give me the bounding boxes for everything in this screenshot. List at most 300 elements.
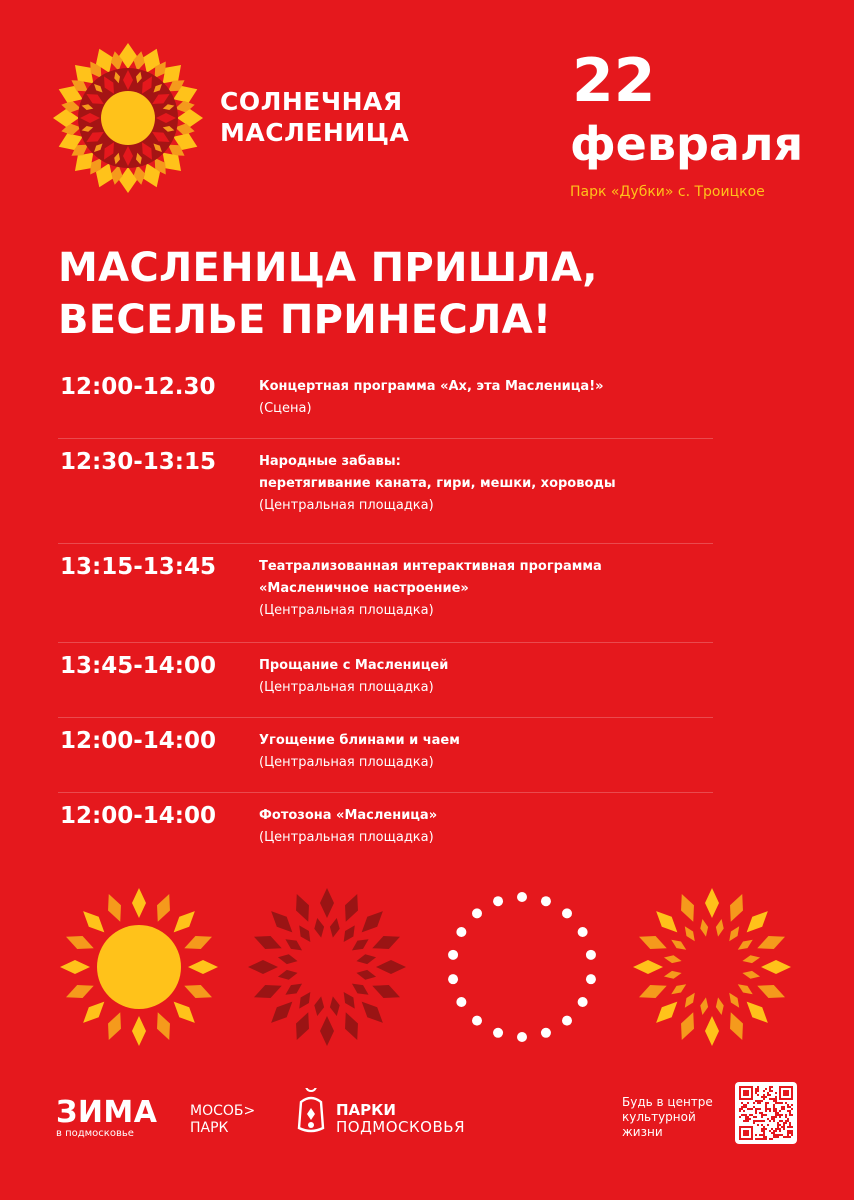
- qr-module: [765, 1088, 767, 1090]
- qr-module: [775, 1134, 777, 1136]
- dark-red-sun-ray: [251, 979, 284, 1003]
- qr-module: [753, 1106, 755, 1108]
- qr-module: [755, 1090, 757, 1092]
- orange-sun-inner-ray: [663, 969, 682, 980]
- qr-module: [791, 1126, 793, 1128]
- dark-red-sun-ray: [320, 888, 334, 918]
- yellow-sun-icon: [54, 882, 224, 1052]
- qr-module: [769, 1094, 771, 1096]
- qr-module: [773, 1098, 775, 1100]
- qr-module: [769, 1086, 771, 1088]
- schedule-place: (Центральная площадка): [259, 755, 434, 770]
- qr-module: [745, 1114, 747, 1116]
- qr-module: [771, 1090, 773, 1092]
- yellow-sun-ray: [78, 906, 109, 937]
- qr-module: [763, 1090, 765, 1092]
- qr-module: [741, 1108, 743, 1110]
- orange-sun-inner-ray: [681, 924, 698, 943]
- qr-module: [769, 1088, 771, 1090]
- orange-sun-ray: [675, 1010, 699, 1043]
- white-dot: [448, 950, 458, 960]
- qr-module: [779, 1110, 781, 1112]
- qr-module: [763, 1134, 765, 1136]
- qr-module: [777, 1122, 779, 1124]
- qr-module: [775, 1102, 777, 1104]
- qr-finder-core: [743, 1090, 749, 1096]
- qr-module: [789, 1106, 791, 1108]
- parki-line-2: ПОДМОСКОВЬЯ: [336, 1118, 465, 1136]
- dark-red-sun-inner-ray: [277, 952, 299, 966]
- orange-sun-ray: [755, 930, 788, 954]
- dark-red-sun-ray: [266, 997, 297, 1028]
- qr-module: [749, 1114, 751, 1116]
- schedule-row: [58, 643, 713, 718]
- qr-module: [751, 1114, 753, 1116]
- schedule-row: [58, 793, 713, 867]
- schedule-place: (Сцена): [259, 401, 312, 416]
- qr-module: [777, 1102, 779, 1104]
- qr-module: [767, 1092, 769, 1094]
- qr-module: [763, 1120, 765, 1122]
- orange-sun-ray: [705, 1016, 719, 1046]
- qr-module: [773, 1116, 775, 1118]
- qr-module: [767, 1124, 769, 1126]
- qr-module: [755, 1092, 757, 1094]
- qr-code-icon[interactable]: [735, 1082, 797, 1144]
- headline-line-2: ВЕСЕЛЬЕ ПРИНЕСЛА!: [58, 297, 552, 343]
- orange-sun-rays: [633, 888, 791, 1046]
- schedule-title: перетягивание каната, гири, мешки, хороводы: [259, 476, 616, 491]
- dark-red-sun-ray: [357, 997, 388, 1028]
- white-dot: [562, 908, 572, 918]
- qr-module: [787, 1110, 789, 1112]
- qr-module: [783, 1128, 785, 1130]
- white-dot: [578, 997, 588, 1007]
- orange-sun-ray: [761, 960, 791, 974]
- dark-red-sun-inner-ray: [340, 989, 359, 1011]
- qr-module: [757, 1090, 759, 1092]
- qr-module: [773, 1132, 775, 1134]
- qr-module: [771, 1118, 773, 1120]
- logo-line-2: МАСЛЕНИЦА: [220, 118, 410, 147]
- qr-module: [785, 1114, 787, 1116]
- qr-module: [789, 1122, 791, 1124]
- qr-module: [779, 1120, 781, 1122]
- white-dot: [578, 927, 588, 937]
- qr-module: [743, 1120, 745, 1122]
- zima-logo-subtitle: в подмосковье: [56, 1128, 134, 1139]
- qr-module: [781, 1106, 783, 1108]
- headline-line-1: МАСЛЕНИЦА ПРИШЛА,: [58, 245, 598, 291]
- mosobpark-logo: [190, 1103, 255, 1137]
- qr-module: [791, 1134, 793, 1136]
- slogan-line-1: Будь в центре: [622, 1095, 713, 1109]
- qr-module: [781, 1134, 783, 1136]
- qr-module: [781, 1114, 783, 1116]
- schedule-title: Концертная программа «Ах, эта Масленица!»: [259, 379, 604, 394]
- qr-module: [779, 1134, 781, 1136]
- dark-red-sun-rays: [248, 888, 406, 1046]
- qr-module: [765, 1110, 767, 1112]
- qr-module: [755, 1108, 757, 1110]
- qr-module: [785, 1102, 787, 1104]
- qr-module: [741, 1106, 743, 1108]
- qr-module: [773, 1104, 775, 1106]
- qr-module: [745, 1106, 747, 1108]
- yellow-sun-ray: [63, 979, 96, 1003]
- orange-sun-ray: [742, 997, 773, 1028]
- qr-module: [783, 1122, 785, 1124]
- zima-logo: [56, 1095, 158, 1140]
- qr-module: [757, 1086, 759, 1088]
- qr-module: [781, 1120, 783, 1122]
- qr-module: [759, 1134, 761, 1136]
- schedule-time: 13:45-14:00: [60, 653, 216, 679]
- qr-module: [779, 1124, 781, 1126]
- qr-module: [773, 1134, 775, 1136]
- white-dot: [586, 974, 596, 984]
- sun-logo-icon: [52, 42, 204, 194]
- dark-red-sun-ray: [251, 930, 284, 954]
- qr-module: [775, 1110, 777, 1112]
- qr-module: [767, 1118, 769, 1120]
- qr-module: [791, 1104, 793, 1106]
- qr-module: [763, 1132, 765, 1134]
- qr-module: [757, 1088, 759, 1090]
- dark-red-sun-inner-ray: [312, 995, 326, 1017]
- qr-module: [773, 1106, 775, 1108]
- slogan-line-3: жизни: [622, 1125, 663, 1139]
- qr-module: [781, 1102, 783, 1104]
- qr-module: [765, 1114, 767, 1116]
- qr-module: [771, 1138, 773, 1140]
- dark-red-sun-inner-ray: [312, 917, 326, 939]
- schedule-list: [58, 364, 713, 867]
- qr-module: [763, 1138, 765, 1140]
- qr-module: [763, 1136, 765, 1138]
- qr-module: [761, 1138, 763, 1140]
- qr-module: [779, 1102, 781, 1104]
- qr-module: [791, 1114, 793, 1116]
- qr-module: [763, 1098, 765, 1100]
- event-logo-title: [220, 86, 409, 148]
- white-dot: [448, 974, 458, 984]
- orange-sun-inner-ray: [742, 954, 761, 965]
- parki-bell-icon: [295, 1088, 327, 1138]
- qr-module: [755, 1134, 757, 1136]
- dark-red-sun-ray: [370, 979, 403, 1003]
- qr-module: [787, 1134, 789, 1136]
- qr-module: [761, 1096, 763, 1098]
- qr-module: [781, 1108, 783, 1110]
- qr-module: [769, 1108, 771, 1110]
- qr-code-pattern: [739, 1086, 793, 1140]
- qr-module: [757, 1108, 759, 1110]
- qr-module: [741, 1102, 743, 1104]
- qr-module: [773, 1136, 775, 1138]
- orange-sun-inner-ray: [669, 936, 688, 953]
- dark-red-sun-ray: [290, 891, 314, 924]
- dark-red-sun-ray: [320, 1016, 334, 1046]
- schedule-description: [259, 439, 713, 517]
- qr-module: [773, 1118, 775, 1120]
- schedule-time: 12:00-12.30: [60, 374, 216, 400]
- qr-module: [769, 1110, 771, 1112]
- dark-red-sun-inner-ray: [328, 995, 342, 1017]
- qr-module: [753, 1120, 755, 1122]
- qr-module: [747, 1108, 749, 1110]
- schedule-place: (Центральная площадка): [259, 680, 434, 695]
- qr-module: [771, 1132, 773, 1134]
- logo-sun-core: [101, 91, 155, 145]
- qr-module: [761, 1128, 763, 1130]
- qr-module: [789, 1110, 791, 1112]
- qr-module: [757, 1100, 759, 1102]
- dark-red-sun-inner-ray: [349, 935, 371, 954]
- qr-module: [787, 1104, 789, 1106]
- white-dot-ring-icon: [437, 882, 607, 1052]
- orange-sun-inner-ray: [736, 981, 755, 998]
- qr-module: [755, 1138, 757, 1140]
- orange-sun-inner-ray: [742, 969, 761, 980]
- qr-module: [773, 1120, 775, 1122]
- qr-module: [767, 1108, 769, 1110]
- qr-module: [775, 1136, 777, 1138]
- qr-module: [759, 1112, 761, 1114]
- qr-module: [775, 1128, 777, 1130]
- yellow-sun-ray: [151, 1010, 175, 1043]
- qr-module: [739, 1110, 741, 1112]
- qr-module: [739, 1116, 741, 1118]
- qr-module: [747, 1102, 749, 1104]
- dark-red-sun-inner-ray: [277, 968, 299, 982]
- schedule-place: (Центральная площадка): [259, 603, 434, 618]
- qr-module: [743, 1114, 745, 1116]
- qr-module: [755, 1112, 757, 1114]
- qr-module: [765, 1138, 767, 1140]
- logo-sun-ray: [119, 167, 137, 193]
- parki-line-1: ПАРКИ: [336, 1101, 396, 1119]
- qr-module: [765, 1104, 767, 1106]
- orange-sun-ray: [724, 891, 748, 924]
- qr-module: [787, 1118, 789, 1120]
- qr-module: [765, 1128, 767, 1130]
- dark-red-sun-ray: [339, 1010, 363, 1043]
- qr-module: [787, 1130, 789, 1132]
- logo-sun-ray: [119, 43, 137, 69]
- qr-module: [775, 1112, 777, 1114]
- qr-module: [771, 1128, 773, 1130]
- dark-red-sun-ray: [376, 960, 406, 974]
- qr-module: [745, 1116, 747, 1118]
- schedule-time: 12:00-14:00: [60, 803, 216, 829]
- qr-module: [755, 1116, 757, 1118]
- qr-module: [775, 1098, 777, 1100]
- dark-red-sun-ray: [266, 906, 297, 937]
- qr-module: [761, 1124, 763, 1126]
- qr-module: [757, 1120, 759, 1122]
- qr-module: [787, 1120, 789, 1122]
- slogan-line-2: культурной: [622, 1110, 696, 1124]
- orange-sun-inner-ray: [699, 997, 710, 1016]
- qr-module: [777, 1124, 779, 1126]
- orange-sun-inner-ray: [726, 991, 743, 1010]
- qr-module: [741, 1114, 743, 1116]
- qr-module: [769, 1098, 771, 1100]
- qr-module: [745, 1118, 747, 1120]
- orange-sun-inner-ray: [714, 918, 725, 937]
- qr-module: [789, 1132, 791, 1134]
- qr-module: [747, 1118, 749, 1120]
- white-dot: [541, 1028, 551, 1038]
- qr-module: [775, 1114, 777, 1116]
- qr-module: [779, 1130, 781, 1132]
- date-day: 22: [572, 46, 656, 116]
- qr-module: [783, 1106, 785, 1108]
- yellow-sun-ray: [151, 891, 175, 924]
- yellow-sun-ray: [60, 960, 90, 974]
- dark-red-sun-inner-ray: [349, 980, 371, 999]
- qr-module: [777, 1134, 779, 1136]
- qr-module: [775, 1092, 777, 1094]
- qr-module: [749, 1118, 751, 1120]
- orange-sun-inner-ray: [699, 918, 710, 937]
- zima-logo-title: ЗИМА: [56, 1095, 158, 1130]
- qr-module: [745, 1104, 747, 1106]
- dark-red-sun-ray: [290, 1010, 314, 1043]
- schedule-description: [259, 643, 713, 699]
- yellow-sun-ray: [132, 888, 146, 918]
- schedule-title: Угощение блинами и чаем: [259, 733, 460, 748]
- schedule-row: [58, 439, 713, 544]
- qr-module: [739, 1108, 741, 1110]
- logo-line-1: СОЛНЕЧНАЯ: [220, 87, 403, 116]
- qr-module: [775, 1116, 777, 1118]
- qr-module: [767, 1102, 769, 1104]
- qr-module: [773, 1108, 775, 1110]
- orange-sun-inner-ray: [681, 991, 698, 1010]
- qr-module: [791, 1132, 793, 1134]
- qr-module: [773, 1100, 775, 1102]
- schedule-row: [58, 544, 713, 643]
- qr-module: [753, 1122, 755, 1124]
- qr-module: [787, 1132, 789, 1134]
- schedule-description: [259, 718, 713, 774]
- qr-module: [773, 1130, 775, 1132]
- qr-module: [763, 1130, 765, 1132]
- qr-module: [777, 1136, 779, 1138]
- qr-module: [769, 1090, 771, 1092]
- schedule-title: Театрализованная интерактивная программа: [259, 559, 602, 574]
- orange-sun-inner-ray: [663, 954, 682, 965]
- orange-sun-ray: [724, 1010, 748, 1043]
- qr-module: [771, 1116, 773, 1118]
- yellow-sun-ray: [169, 997, 200, 1028]
- qr-module: [749, 1108, 751, 1110]
- qr-module: [789, 1114, 791, 1116]
- qr-module: [761, 1134, 763, 1136]
- logo-sun-ray: [177, 109, 203, 127]
- qr-module: [759, 1108, 761, 1110]
- qr-module: [777, 1126, 779, 1128]
- qr-module: [755, 1110, 757, 1112]
- qr-module: [791, 1130, 793, 1132]
- qr-module: [779, 1114, 781, 1116]
- qr-module: [789, 1136, 791, 1138]
- qr-module: [785, 1136, 787, 1138]
- qr-module: [771, 1098, 773, 1100]
- date-month: февраля: [570, 117, 804, 171]
- orange-sun-inner-ray: [726, 924, 743, 943]
- white-dot: [493, 1028, 503, 1038]
- qr-finder-core: [743, 1130, 749, 1136]
- orange-sun-ray: [705, 888, 719, 918]
- qr-module: [775, 1100, 777, 1102]
- dark-red-sun-inner-ray: [283, 980, 305, 999]
- dark-red-sun-inner-ray: [283, 935, 305, 954]
- qr-module: [789, 1112, 791, 1114]
- qr-module: [775, 1130, 777, 1132]
- orange-sun-ray: [742, 906, 773, 937]
- qr-module: [765, 1096, 767, 1098]
- qr-module: [755, 1120, 757, 1122]
- qr-module: [765, 1106, 767, 1108]
- schedule-time: 12:00-14:00: [60, 728, 216, 754]
- white-dot: [517, 1032, 527, 1042]
- schedule-row: [58, 364, 713, 439]
- orange-sun-icon: [627, 882, 797, 1052]
- dark-red-sun-inner-ray: [295, 989, 314, 1011]
- qr-module: [765, 1102, 767, 1104]
- orange-sun-inner-ray: [736, 936, 755, 953]
- qr-module: [757, 1124, 759, 1126]
- venue-label: Парк «Дубки» с. Троицкое: [570, 184, 765, 200]
- qr-module: [775, 1108, 777, 1110]
- dark-red-sun-icon: [242, 882, 412, 1052]
- schedule-place: (Центральная площадка): [259, 830, 434, 845]
- qr-finder-core: [783, 1090, 789, 1096]
- yellow-sun-ray: [78, 997, 109, 1028]
- qr-module: [763, 1096, 765, 1098]
- qr-module: [745, 1120, 747, 1122]
- schedule-description: [259, 544, 713, 622]
- dark-red-sun-ray: [357, 906, 388, 937]
- qr-module: [757, 1094, 759, 1096]
- orange-sun-ray: [651, 997, 682, 1028]
- qr-module: [777, 1128, 779, 1130]
- qr-module: [763, 1128, 765, 1130]
- qr-module: [777, 1114, 779, 1116]
- orange-sun-ray: [636, 979, 669, 1003]
- qr-module: [773, 1110, 775, 1112]
- qr-module: [787, 1126, 789, 1128]
- qr-module: [751, 1108, 753, 1110]
- qr-module: [777, 1112, 779, 1114]
- qr-module: [753, 1102, 755, 1104]
- yellow-sun-ray: [169, 906, 200, 937]
- dark-red-sun-inner-ray: [355, 952, 377, 966]
- schedule-title: Прощание с Масленицей: [259, 658, 449, 673]
- qr-module: [785, 1116, 787, 1118]
- dark-red-sun-inner-ray: [328, 917, 342, 939]
- dark-red-sun-inner-ray: [340, 923, 359, 945]
- qr-module: [759, 1138, 761, 1140]
- qr-module: [743, 1104, 745, 1106]
- qr-module: [781, 1126, 783, 1128]
- qr-module: [763, 1126, 765, 1128]
- dark-red-sun-ray: [370, 930, 403, 954]
- yellow-sun-ray: [63, 930, 96, 954]
